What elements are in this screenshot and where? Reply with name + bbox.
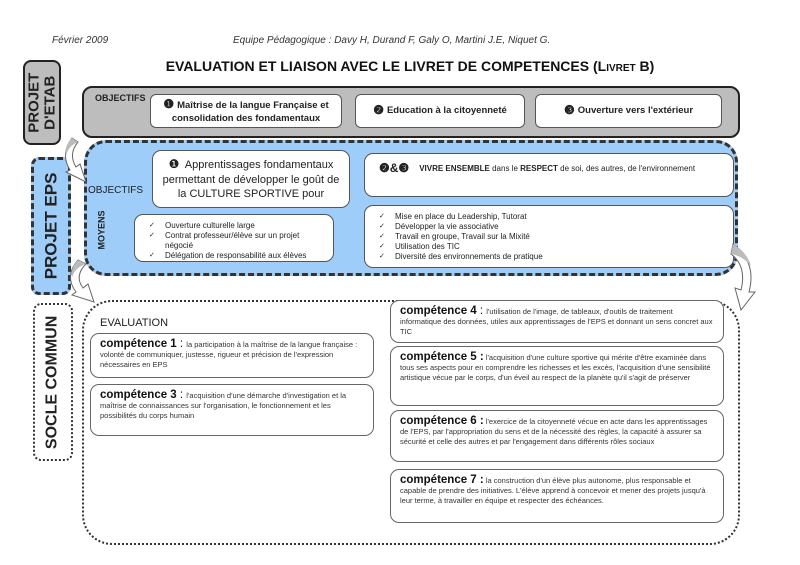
competence-text: la construction d'un élève plus autonome, plus responsable et capable de prendre des initiatives. L'élève apprend à concevoir et mener des projets jusqu'à leur terme, à travailler en équipe et respecter des échéances. [400,476,706,505]
list-item-text: Utilisation des TIC [395,242,460,251]
obj23-text2: de soi, des autres, de l'environnement [557,164,696,173]
competence-5-card [390,346,724,406]
competence-title: compétence 3 [100,389,177,401]
list-item-text: Développer la vie associative [395,222,499,231]
check-icon: ✓ [379,233,385,240]
etab-objective-3 [535,94,722,128]
title-suffix: B) [635,58,655,74]
list-item [149,231,325,251]
competence-sep: : [176,338,187,350]
check-icon: ✓ [379,213,385,220]
competence-text: l'acquisition d'une démarche d'investigation et la maîtrise de connaissances sur l'organisation, le fonctionnement et les possibilités du corps humain [100,391,347,420]
projet-etab-line2: D'ETAB [41,75,59,130]
obj23-text1: dans le [489,164,521,173]
respect-text: RESPECT [520,164,558,173]
curved-arrow-icon [58,136,98,186]
side-label-socle-commun [33,303,73,461]
evaluation-label: EVALUATION [100,317,169,329]
number-2-icon: ❷ [373,103,384,118]
number-2-3-icon: ❷&❸ [379,161,410,175]
projet-etab-line1: PROJET [25,72,43,133]
vivre-ensemble-text: VIVRE ENSEMBLE [419,164,490,173]
moyens-text: MOYENS [96,210,107,250]
eps-objective-1-line1: Apprentissages fondamentaux [184,158,334,171]
socle-commun-text: SOCLE COMMUN [43,315,61,449]
page-title [0,58,800,74]
list-item-text: Contrat professeur/élève sur un projet négocié [165,231,300,250]
etab-objective-1 [150,94,342,128]
etab-objective-2 [355,94,525,128]
curved-arrow-icon [727,240,763,312]
projet-eps-text: PROJET EPS [41,172,61,280]
list-item [379,212,725,222]
check-icon: ✓ [149,252,155,259]
moyens-1-list [149,221,325,261]
objective-1-line1: Maîtrise de la langue Française et [177,100,329,112]
header-date: Février 2009 [52,35,109,46]
competence-6-card [390,410,724,462]
competence-1-card [90,333,374,378]
number-3-icon: ❸ [563,103,575,118]
list-item-text: Ouverture culturelle large [165,221,255,230]
competence-title: compétence 4 [400,305,477,317]
header-team: Equipe Pédagogique : Davy H, Durand F, Galy O, Martini J.E, Niquet G. [233,35,551,46]
list-item [149,221,325,231]
eps-moyens-2-card [364,205,734,268]
moyens-2-list [379,212,725,262]
list-item-text: Travail en groupe, Travail sur la Mixité [395,232,530,241]
eps-moyens-label [90,200,112,260]
competence-text: l'exercice de la citoyenneté vécue en acte dans les apprentissages de l'EPS, par l'appropriation du sens et de la nécessité des règles, la capacité à assurer sa sécurité et celle des autres et par l'engagement dans différents rôles sociaux [400,417,708,446]
etab-objectifs-label: OBJECTIFS [95,93,146,103]
eps-objective-1-card [152,150,350,208]
check-icon: ✓ [379,243,385,250]
check-icon: ✓ [379,253,385,260]
number-1-icon: ❶ [163,97,175,112]
competence-title: compétence 5 : [400,351,484,363]
objective-3-text: Ouverture vers l'extérieur [577,104,694,116]
list-item [149,251,325,261]
competence-7-card [390,469,724,523]
title-main: EVALUATION ET LIAISON AVEC LE LIVRET DE COMPETENCES ( [165,58,598,74]
competence-3-card [90,384,374,436]
list-item [379,252,725,262]
title-livret: Livret [597,58,636,74]
number-1-icon: ❶ [168,156,180,171]
objective-1-line2: consolidation des fondamentaux [171,112,321,124]
eps-moyens-1-card [134,214,334,262]
competence-4-card [390,300,724,343]
side-label-projet-etab [23,60,61,145]
list-item [379,222,725,232]
competence-title: compétence 7 : [400,474,484,486]
eps-objective-23-card [364,153,734,197]
competence-text: l'utilisation de l'image, de tableaux, d'outils de traitement informatique des données, utiles aux apprentissages de l'EPS et donnant un sens concret aux TIC [400,307,713,336]
objective-2-text: Education à la citoyenneté [386,104,507,116]
competence-title: compétence 6 : [400,415,484,427]
check-icon: ✓ [149,232,155,239]
check-icon: ✓ [149,222,155,229]
list-item-text: Mise en place du Leadership, Tutorat [395,212,527,221]
eps-objectifs-label: OBJECTIFS [88,185,144,196]
competence-sep: : [476,305,487,317]
curved-arrow-icon [62,258,106,306]
competence-text: l'acquisition d'une culture sportive qui mérite d'être examinée dans tous ses aspects pour en comprendre les richesses et les excès, l'acquisition d'une sensibilité artistique vécue par le corps, d'un éveil au respect de la planète qu'il s'agit de préserver [400,353,711,382]
competence-title: compétence 1 [100,338,177,350]
eps-objective-1-line2: permettant de développer le goût de [162,173,340,186]
competence-sep: : [176,389,187,401]
check-icon: ✓ [379,223,385,230]
list-item [379,232,725,242]
list-item [379,242,725,252]
competence-text: la participation à la maîtrise de la langue française : volonté de communiquer, justesse, rigueur et précision de l'expression nécessaires en EPS [100,340,358,369]
eps-objective-1-line3: la CULTURE SPORTIVE pour [177,187,325,200]
list-item-text: Diversité des environnements de pratique [395,252,543,261]
list-item-text: Délégation de responsabilité aux élèves [165,251,307,260]
